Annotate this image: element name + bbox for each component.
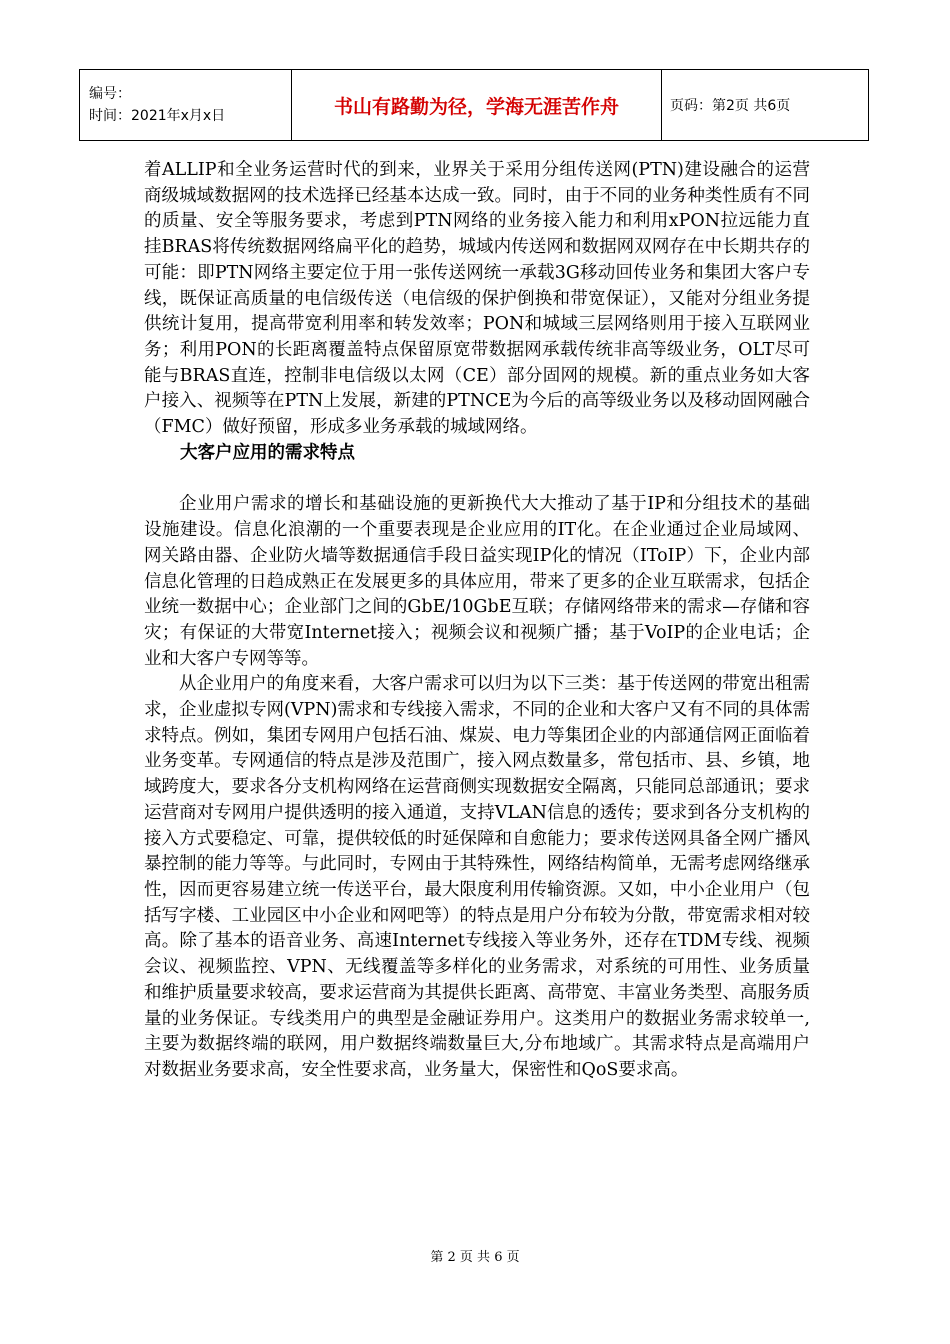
document-body: [144, 158, 810, 1084]
body-paragraph-2: 企业用户需求的增长和基础设施的更新换代大大推动了基于IP和分组技术的基础设施建设。信息化浪潮的一个重要表现是企业应用的IT化。在企业通过企业局域网、网关路由器、企业防火墙等数据通信手段日益实现IP化的情况（IToIP）下，企业内部信息化管理的日趋成熟正在发展更多的具体应用，带来了更多的企业互联需求，包括企业统一数据中心；企业部门之间的GbE/10GbE互联；存储网络带来的需求—存储和容灾；有保证的大带宽Internet接入；视频会议和视频广播；基于VoIP的企业电话；企业和大客户专网等等。: [144, 494, 810, 669]
header-page-info: 页码：第2页 共6页: [662, 70, 869, 141]
body-paragraph-3: 从企业用户的角度来看，大客户需求可以归为以下三类：基于传送网的带宽出租需求，企业虚拟专网(VPN)需求和专线接入需求，不同的企业和大客户又有不同的具体需求特点。例如，集团专网用户包括石油、煤炭、电力等集团企业的内部通信网正面临着业务变革。专网通信的特点是涉及范围广，接入网点数量多，常包括市、县、乡镇，地域跨度大，要求各分支机构网络在运营商侧实现数据安全隔离，只能同总部通讯；要求运营商对专网用户提供透明的接入通道，支持VLAN信息的透传；要求到各分支机构的接入方式要稳定、可靠，提供较低的时延保障和自愈能力；要求传送网具备全网广播风暴控制的能力等等。与此同时，专网由于其特殊性，网络结构简单，无需考虑网络继承性，因而更容易建立统一传送平台，最大限度利用传输资源。又如，中小企业用户（包括写字楼、工业园区中小企业和网吧等）的特点是用户分布较为分散，带宽需求相对较高。除了基本的语音业务、高速Internet专线接入等业务外，还存在TDM专线、视频会议、视频监控、VPN、无线覆盖等多样化的业务需求，对系统的可用性、业务质量和维护质量要求较高，要求运营商为其提供长距离、高带宽、丰富业务类型、高服务质量的业务保证。专线类用户的典型是金融证券用户。这类用户的数据业务需求较单一,主要为数据终端的联网，用户数据终端数量巨大,分布地域广。其需求特点是高端用户对数据业务要求高，安全性要求高，业务量大，保密性和QoS要求高。: [144, 674, 810, 1080]
page-header: [79, 69, 869, 141]
header-meta-cell: [80, 70, 292, 141]
section-heading: 大客户应用的需求特点: [180, 442, 355, 463]
page-footer: 第 2 页 共 6 页: [430, 1250, 520, 1265]
document-time-label: 时间：2021年x月x日: [89, 108, 226, 124]
document-number-label: 编号：: [89, 86, 131, 102]
header-motto: 书山有路勤为径，学海无涯苦作舟: [292, 70, 662, 141]
body-paragraph-1: 着ALLIP和全业务运营时代的到来，业界关于采用分组传送网(PTN)建设融合的运营商级城域数据网的技术选择已经基本达成一致。同时，由于不同的业务种类性质有不同的质量、安全等服务要求，考虑到PTN网络的业务接入能力和利用xPON拉远能力直挂BRAS将传统数据网络扁平化的趋势，城域内传送网和数据网双网存在中长期共存的可能：即PTN网络主要定位于用一张传送网统一承载3G移动回传业务和集团大客户专线，既保证高质量的电信级传送（电信级的保护倒换和带宽保证），又能对分组业务提供统计复用，提高带宽利用率和转发效率；PON和城域三层网络则用于接入互联网业务；利用PON的长距离覆盖特点保留原宽带数据网承载传统非高等级业务，OLT尽可能与BRAS直连，控制非电信级以太网（CE）部分固网的规模。新的重点业务如大客户接入、视频等在PTN上发展，新建的PTNCE为今后的高等级业务以及移动固网融合（FMC）做好预留，形成多业务承载的城域网络。: [144, 160, 810, 438]
